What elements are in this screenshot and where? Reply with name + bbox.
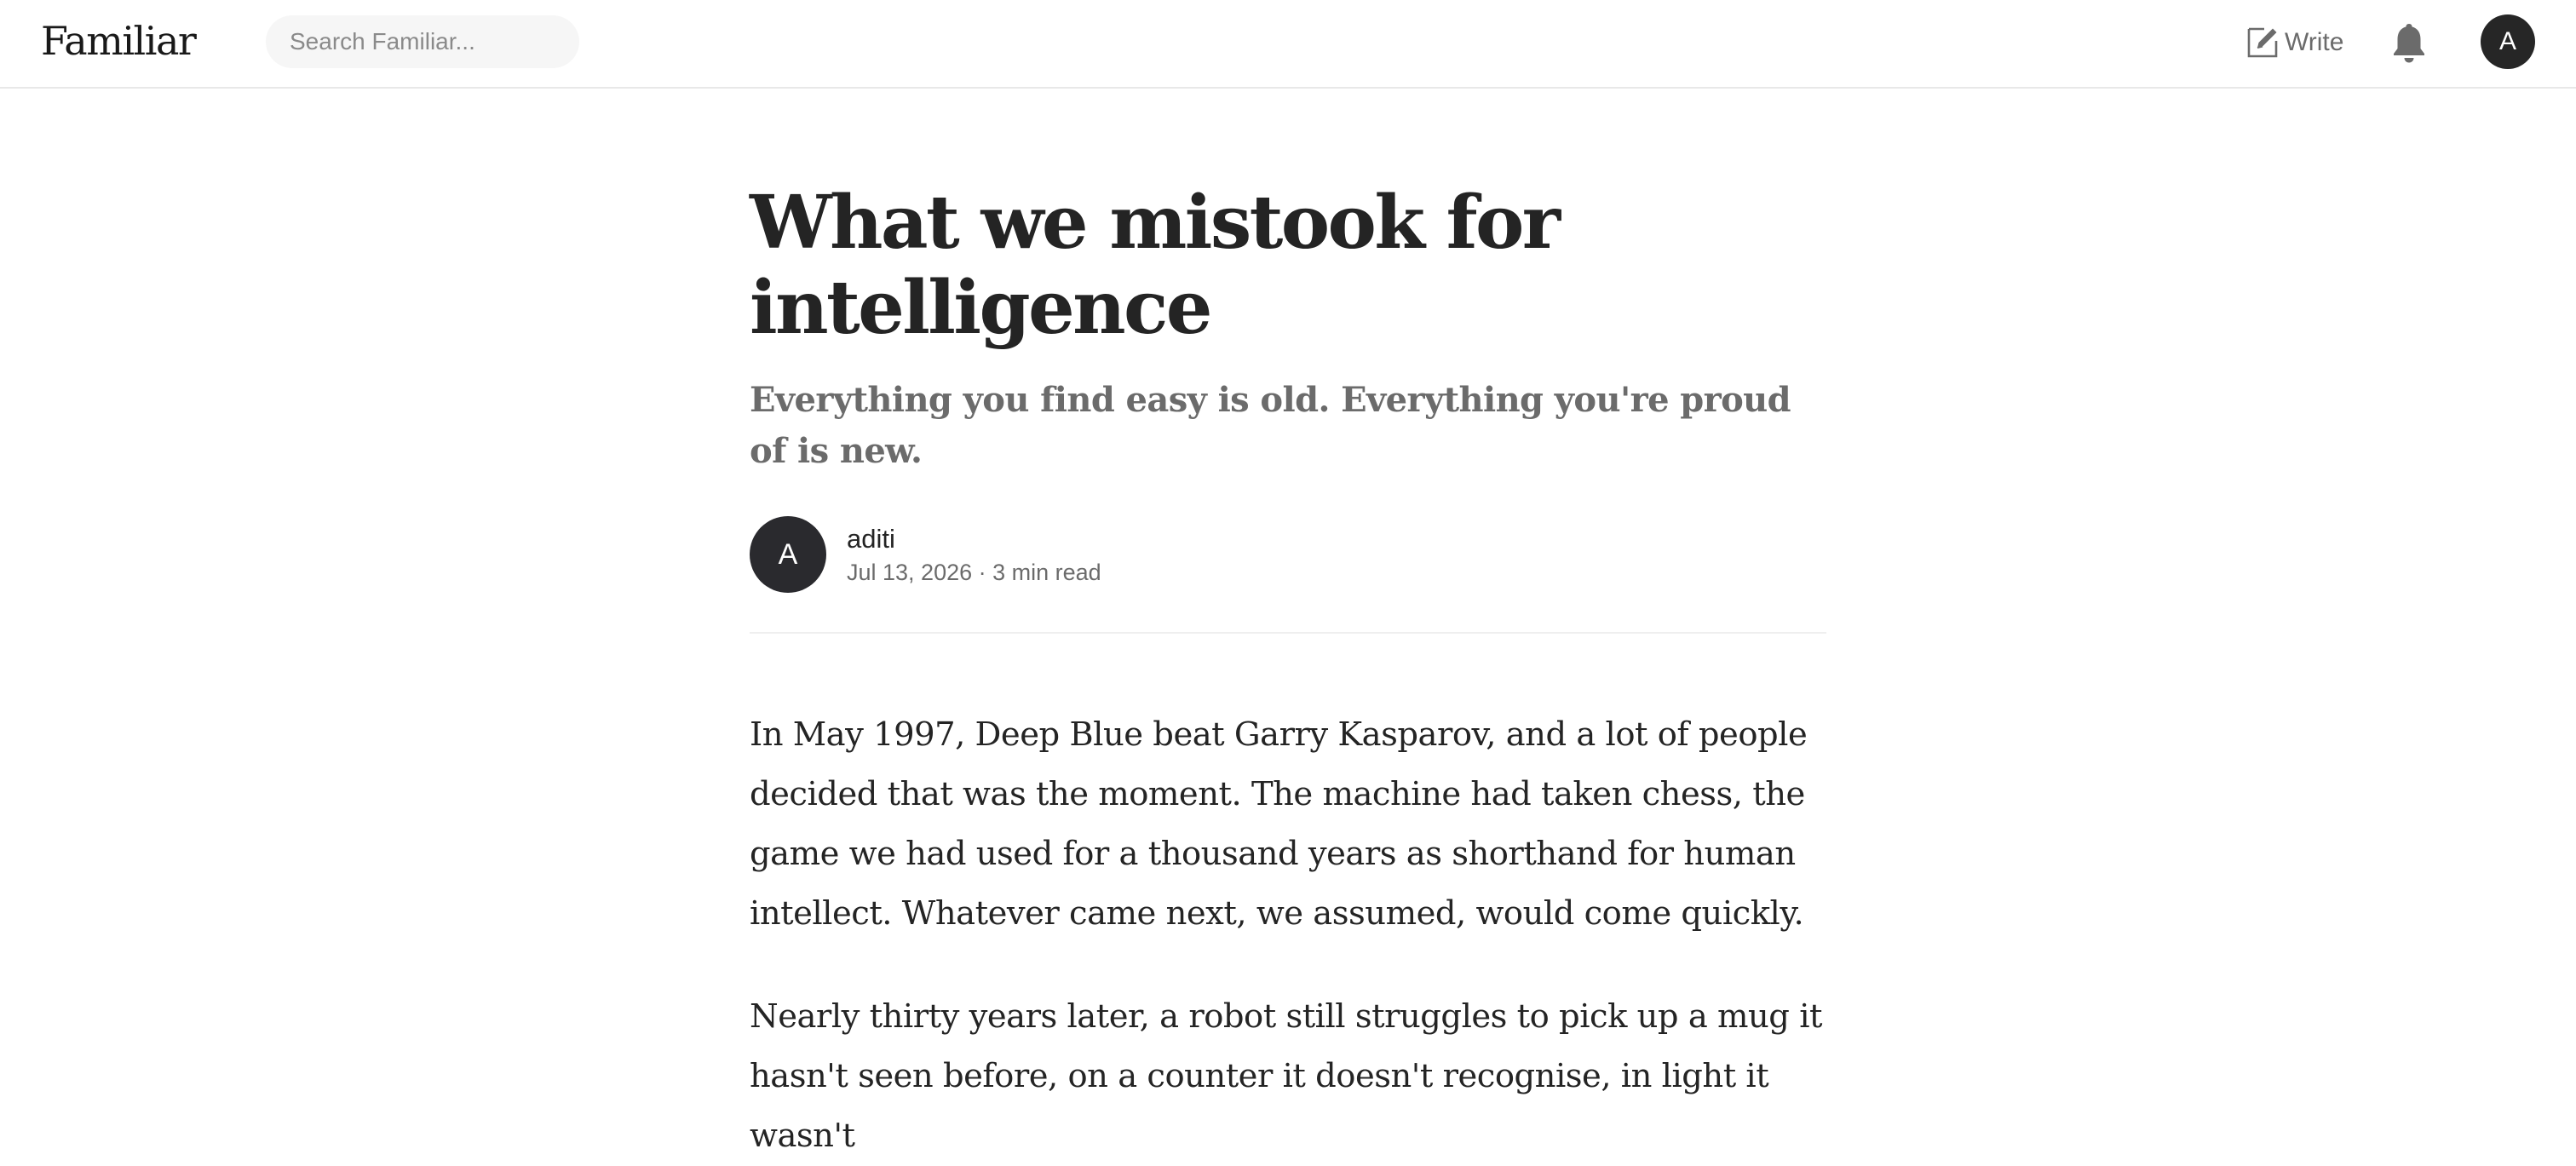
article-title: What we mistook for intelligence [750, 180, 1559, 351]
article [750, 181, 1826, 1166]
paragraph: Nearly thirty years later, a robot still struggles to pick up a mug it hasn't seen before, on a counter it doesn't recognise, in light it wasn't [750, 997, 1822, 1155]
user-avatar-initial: A [2498, 27, 2516, 55]
author-name[interactable]: aditi [847, 524, 895, 554]
byline [750, 516, 1826, 593]
paragraph: In May 1997, Deep Blue beat Garry Kasparov, and a lot of people decided that was the moment. The machine had taken chess, the game we had used for a thousand years as shorthand for human intellect. Whatever came next, we assumed, would come quickly. [750, 715, 1808, 933]
bell-icon[interactable] [2390, 20, 2428, 65]
article-body [750, 705, 1826, 1166]
top-bar [0, 0, 2576, 89]
author-avatar[interactable] [750, 516, 826, 593]
write-button[interactable] [2244, 19, 2343, 66]
logo[interactable]: Familiar [41, 18, 196, 64]
search-input[interactable] [266, 15, 579, 68]
author-avatar-initial: A [778, 537, 798, 571]
write-label: Write [2285, 28, 2344, 56]
author-meta [847, 522, 1101, 587]
user-avatar[interactable] [2481, 14, 2535, 69]
edit-icon [2244, 24, 2281, 61]
byline-divider [750, 632, 1826, 634]
article-subtitle: Everything you find easy is old. Everything you're proud of is new. [750, 380, 1791, 471]
post-meta: Jul 13, 2026 · 3 min read [847, 560, 1101, 585]
